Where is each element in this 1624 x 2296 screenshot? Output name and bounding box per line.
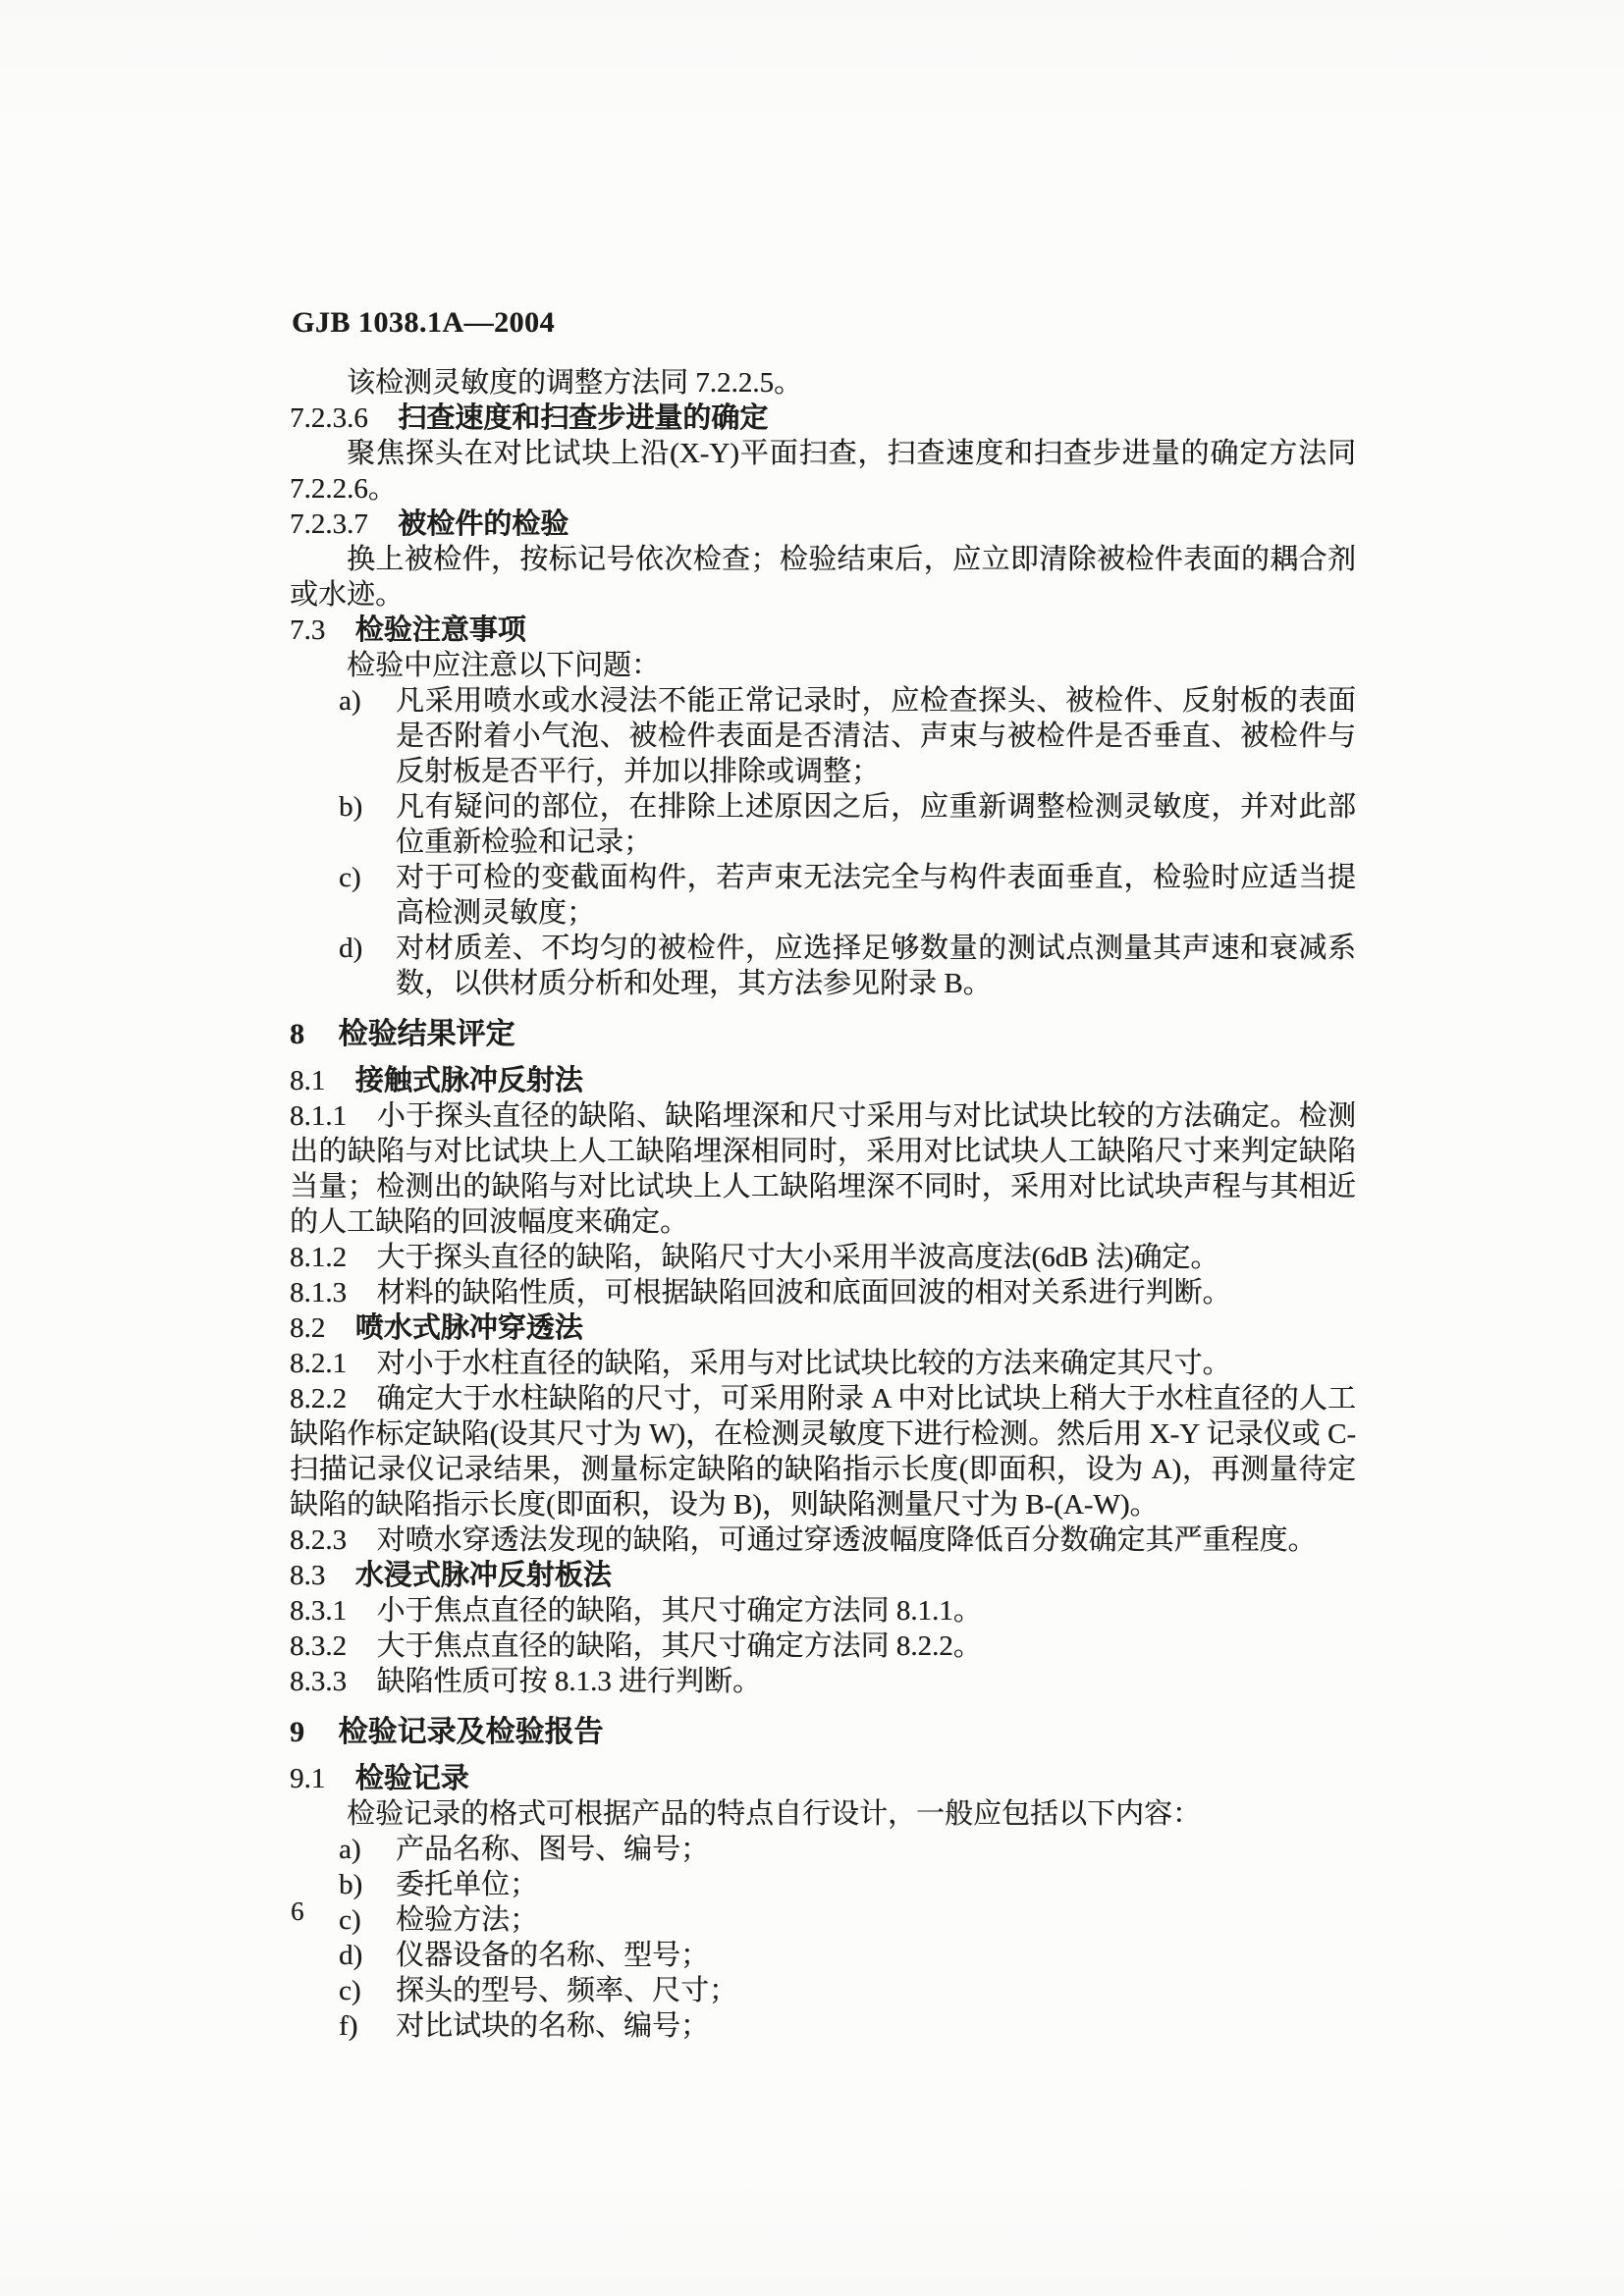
- list-item-text: 凡有疑问的部位，在排除上述原因之后，应重新调整检测灵敏度，并对此部位重新检验和记录；: [396, 791, 1356, 858]
- section-heading: [290, 1017, 1356, 1052]
- list-item: [339, 1902, 1356, 1938]
- clause-paragraph: [290, 1629, 1356, 1664]
- document-content: [290, 365, 1356, 2044]
- clause-number: 8.3.2: [290, 1630, 347, 1662]
- heading-title: 检验记录及检验报告: [338, 1716, 604, 1748]
- list-item: [339, 1973, 1356, 2008]
- paragraph: 聚焦探头在对比试块上沿(X-Y)平面扫查，扫查速度和扫查步进量的确定方法同 7.2.2.6。: [290, 438, 1356, 505]
- list-item-marker: b): [339, 791, 363, 823]
- clause-heading: [290, 613, 1356, 648]
- list-item: [339, 1938, 1356, 1973]
- clause-number: 8.2.1: [290, 1348, 347, 1379]
- list-item: [339, 1832, 1356, 1867]
- list-item-text: 委托单位；: [396, 1869, 539, 1900]
- list-item-text: 仪器设备的名称、型号；: [396, 1940, 710, 1971]
- heading-title: 检验注意事项: [354, 614, 526, 646]
- clause-number: 8.1.2: [290, 1242, 347, 1273]
- list-item-marker: d): [339, 1940, 363, 1971]
- heading-title: 扫查速度和扫查步进量的确定: [398, 402, 769, 434]
- heading-title: 检验结果评定: [338, 1018, 515, 1050]
- clause-paragraph: [290, 1522, 1356, 1558]
- list-item-text: 对材质差、不均匀的被检件，应选择足够数量的测试点测量其声速和衰减系数，以供材质分析和处理，其方法参见附录 B。: [396, 933, 1356, 999]
- heading-title: 水浸式脉冲反射板法: [354, 1560, 612, 1591]
- clause-number: 8.3.3: [290, 1666, 347, 1697]
- clause-text: 确定大于水柱缺陷的尺寸，可采用附录 A 中对比试块上稍大于水柱直径的人工缺陷作标定缺陷(设其尺寸为 W)，在检测灵敏度下进行检测。然后用 X-Y 记录仪或 C-扫描记录仪记录结果，测量标定缺陷的缺陷指示长度(即面积，设为 A)，再测量待定缺陷的缺陷指示长度(即面积，设为 B)，则缺陷测量尺寸为 B-(A-W)。: [290, 1383, 1356, 1521]
- list-item-marker: c): [339, 1975, 361, 2006]
- clause-paragraph: [290, 1346, 1356, 1381]
- list-item: [339, 931, 1356, 1001]
- clause-heading: [290, 1761, 1356, 1796]
- list-item-text: 检验方法；: [396, 1904, 539, 1936]
- list-item: [339, 789, 1356, 860]
- heading-number: 8.1: [290, 1065, 326, 1096]
- clause-heading: [290, 1558, 1356, 1593]
- clause-paragraph: [290, 1381, 1356, 1522]
- heading-number: 8.2: [290, 1312, 326, 1344]
- heading-number: 7.3: [290, 614, 326, 646]
- clause-heading: [290, 1063, 1356, 1098]
- list-item: [339, 860, 1356, 931]
- standard-designation: GJB 1038.1A—2004: [292, 306, 556, 339]
- list-item: [339, 683, 1356, 789]
- heading-number: 7.2.3.6: [290, 402, 368, 434]
- clause-number: 8.2.3: [290, 1524, 347, 1556]
- clause-paragraph: [290, 1275, 1356, 1310]
- list-item-text: 对于可检的变截面构件，若声束无法完全与构件表面垂直，检验时应适当提高检测灵敏度；: [396, 862, 1356, 929]
- list-item-marker: b): [339, 1869, 363, 1900]
- list-item-marker: f): [339, 2010, 358, 2042]
- list-item-text: 凡采用喷水或水浸法不能正常记录时，应检查探头、被检件、反射板的表面是否附着小气泡、被检件表面是否清洁、声束与被检件是否垂直、被检件与反射板是否平行，并加以排除或调整；: [396, 685, 1356, 787]
- list-item-text: 探头的型号、频率、尺寸；: [396, 1975, 738, 2006]
- clause-paragraph: [290, 1098, 1356, 1240]
- list-item-marker: c): [339, 862, 361, 893]
- list-item: [339, 2008, 1356, 2044]
- clause-text: 大于焦点直径的缺陷，其尺寸确定方法同 8.2.2。: [376, 1630, 982, 1662]
- heading-number: 7.2.3.7: [290, 508, 368, 540]
- section-heading: [290, 1715, 1356, 1750]
- clause-text: 材料的缺陷性质，可根据缺陷回波和底面回波的相对关系进行判断。: [376, 1277, 1231, 1308]
- clause-heading: [290, 1310, 1356, 1346]
- paragraph: 该检测灵敏度的调整方法同 7.2.2.5。: [347, 367, 803, 399]
- list-item-marker: a): [339, 685, 361, 717]
- heading-title: 被检件的检验: [398, 508, 569, 540]
- heading-title: 接触式脉冲反射法: [354, 1065, 583, 1096]
- list-item: [339, 1867, 1356, 1902]
- list-item-marker: d): [339, 933, 363, 964]
- clause-paragraph: [290, 1240, 1356, 1275]
- clause-text: 大于探头直径的缺陷，缺陷尺寸大小采用半波高度法(6dB 法)确定。: [376, 1242, 1219, 1273]
- ordered-list: [290, 1832, 1356, 2044]
- heading-title: 喷水式脉冲穿透法: [354, 1312, 583, 1344]
- clause-heading: [290, 507, 1356, 542]
- list-item-marker: c): [339, 1904, 361, 1936]
- clause-text: 对小于水柱直径的缺陷，采用与对比试块比较的方法来确定其尺寸。: [376, 1348, 1231, 1379]
- paragraph: 换上被检件，按标记号依次检查；检验结束后，应立即清除被检件表面的耦合剂或水迹。: [290, 544, 1356, 611]
- clause-number: 8.3.1: [290, 1595, 347, 1627]
- heading-number: 9.1: [290, 1763, 326, 1794]
- clause-text: 对喷水穿透法发现的缺陷，可通过穿透波幅度降低百分数确定其严重程度。: [376, 1524, 1317, 1556]
- clause-number: 8.1.3: [290, 1277, 347, 1308]
- ordered-list: [290, 683, 1356, 1001]
- clause-heading: [290, 400, 1356, 436]
- heading-number: 8: [290, 1018, 304, 1050]
- clause-text: 小于探头直径的缺陷、缺陷埋深和尺寸采用与对比试块比较的方法确定。检测出的缺陷与对比试块上人工缺陷埋深相同时，采用对比试块人工缺陷尺寸来判定缺陷当量；检测出的缺陷与对比试块上人工缺陷埋深不同时，采用对比试块声程与其相近的人工缺陷的回波幅度来确定。: [290, 1100, 1356, 1238]
- clause-number: 8.1.1: [290, 1100, 347, 1132]
- heading-number: 9: [290, 1716, 304, 1748]
- heading-number: 8.3: [290, 1560, 326, 1591]
- paragraph: 检验中应注意以下问题：: [347, 650, 661, 681]
- clause-text: 缺陷性质可按 8.1.3 进行判断。: [376, 1666, 761, 1697]
- list-item-marker: a): [339, 1834, 361, 1865]
- heading-title: 检验记录: [354, 1763, 469, 1794]
- list-item-text: 对比试块的名称、编号；: [396, 2010, 710, 2042]
- clause-text: 小于焦点直径的缺陷，其尺寸确定方法同 8.1.1。: [376, 1595, 982, 1627]
- clause-number: 8.2.2: [290, 1383, 347, 1415]
- list-item-text: 产品名称、图号、编号；: [396, 1834, 710, 1865]
- clause-paragraph: [290, 1664, 1356, 1699]
- clause-paragraph: [290, 1593, 1356, 1629]
- paragraph: 检验记录的格式可根据产品的特点自行设计，一般应包括以下内容：: [347, 1798, 1202, 1830]
- page-number: 6: [291, 1896, 304, 1926]
